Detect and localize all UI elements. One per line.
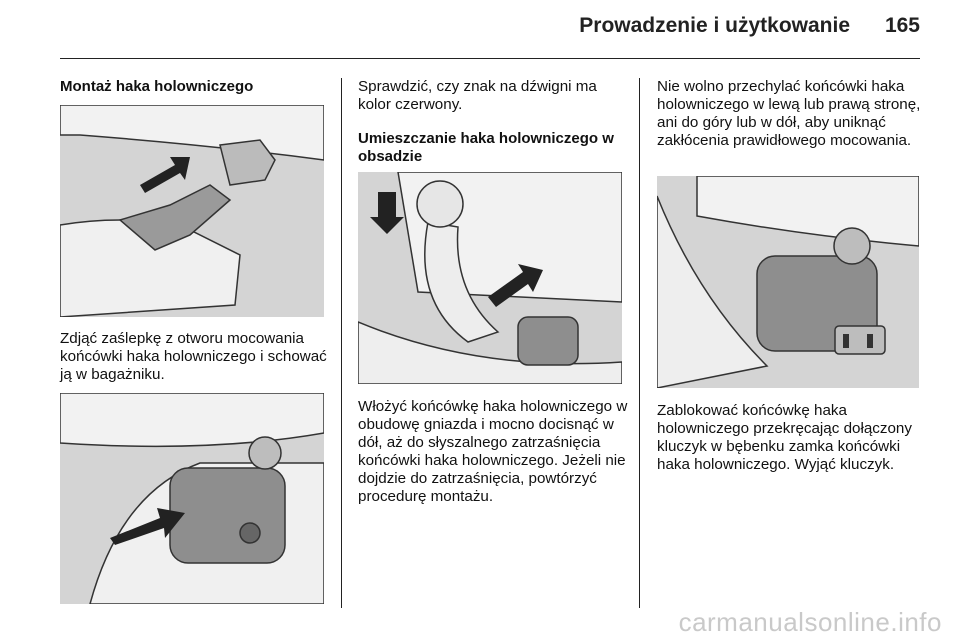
illustration-lock-key (657, 176, 919, 388)
header-divider (60, 58, 920, 59)
watermark: carmanualsonline.info (678, 607, 942, 637)
page-number: 165 (884, 14, 920, 37)
illustration-remove-cap (60, 105, 324, 317)
paragraph-lock-key: Zablokować końcówkę haka holowniczego przekręcając dołączony kluczyk w bębenku zamka końcówki haka holowniczego. Wyjąć kluczyk. (657, 402, 912, 473)
paragraph-insert-hook: Włożyć końcówkę haka holowniczego w obudowę gniazda i mocno docisnąć w dół, aż do słyszalnego zatrzaśnięcia końcówki haka holowniczego. Jeżeli nie dojdzie do zatrzaśnięcia, powtórzyć procedurę montażu. (358, 398, 628, 505)
column-divider-2 (639, 78, 640, 608)
illustration-insert-hook (358, 172, 622, 384)
paragraph-check-lever: Sprawdzić, czy znak na dźwigni ma kolor czerwony. (358, 78, 597, 113)
paragraph-remove-cap: Zdjąć zaślepkę z otworu mocowania końcówki haka holowniczego i schować ją w bagażniku. (60, 330, 327, 383)
section-heading-mounting: Montaż haka holowniczego (60, 78, 254, 95)
section-heading-insert-hook: Umieszczanie haka holowniczego w obsadzie (358, 130, 614, 165)
column-divider-1 (341, 78, 342, 608)
page-header-title: Prowadzenie i użytkowanie (579, 14, 850, 37)
paragraph-no-tilting: Nie wolno przechylać końcówki haka holowniczego w lewą lub prawą stronę, ani do góry lub w dół, aby uniknąć zakłócenia prawidłowego mocowania. (657, 78, 921, 149)
illustration-socket-closeup (60, 393, 324, 604)
